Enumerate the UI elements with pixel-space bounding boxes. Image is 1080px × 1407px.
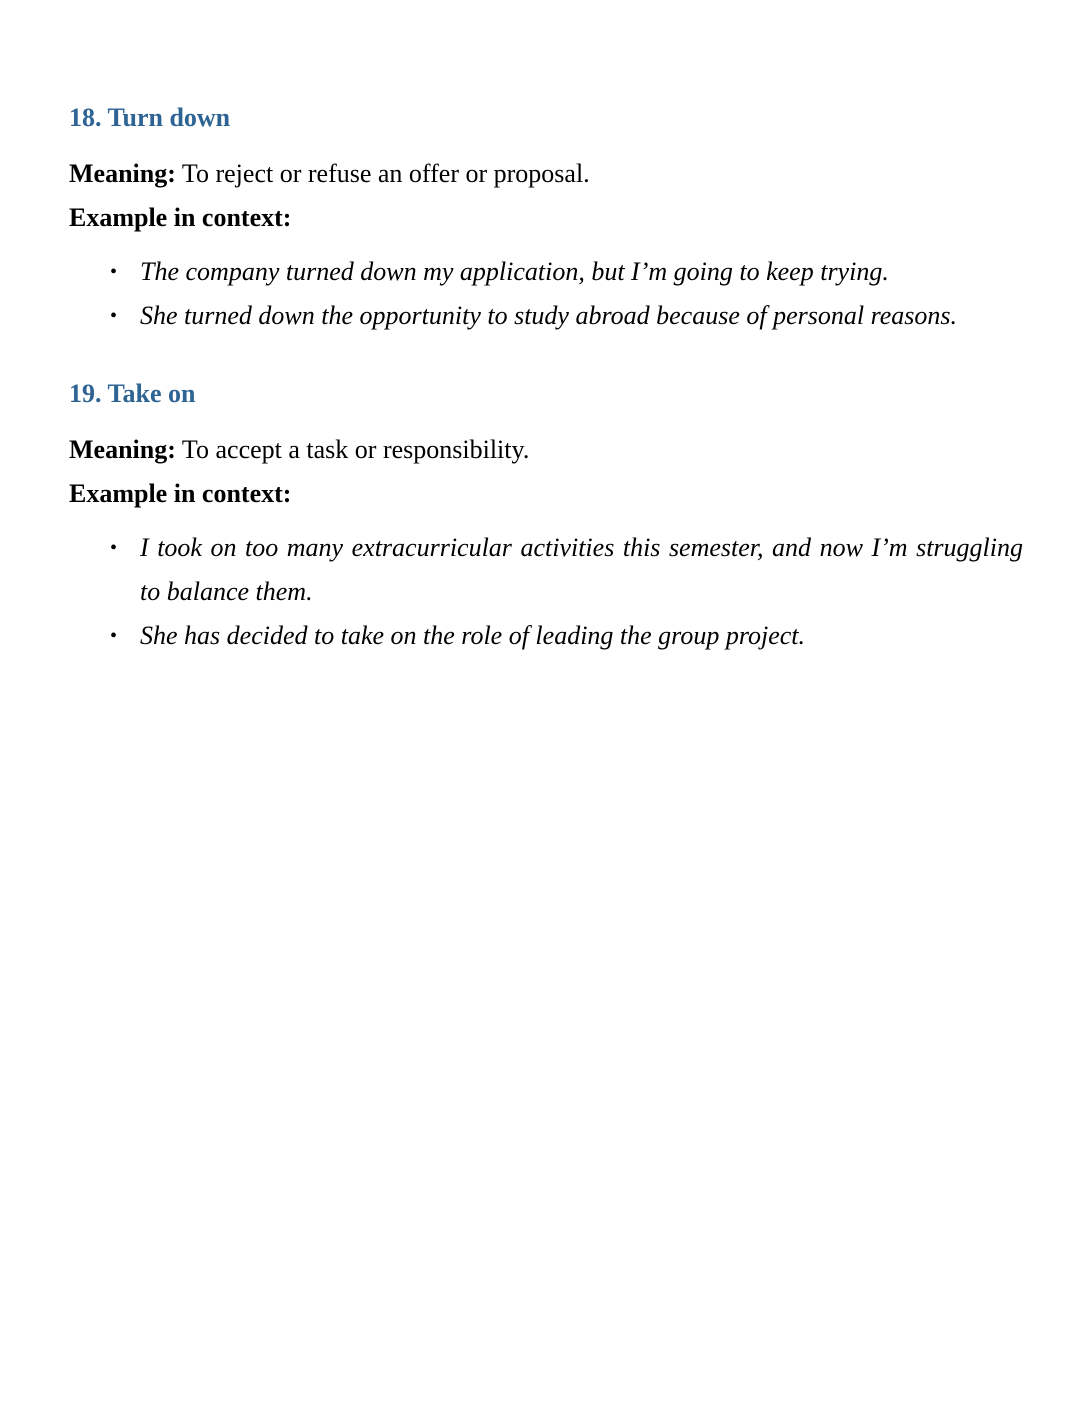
example-item: [69, 526, 1023, 614]
example-item: [69, 250, 1023, 294]
example-text: I took on too many extracurricular activities this semester, and now I’m struggling to balance them.: [140, 533, 1023, 606]
bullet-icon: •: [110, 305, 118, 327]
phrasal-verb-section-take-on: [69, 376, 1039, 658]
example-text: The company turned down my application, but I’m going to keep trying.: [140, 257, 889, 286]
bullet-icon: •: [110, 537, 118, 559]
bullet-icon: •: [110, 625, 118, 647]
meaning-text: To reject or refuse an offer or proposal.: [175, 159, 590, 188]
meaning-line: [69, 156, 1039, 192]
section-heading: 18. Turn down: [69, 103, 231, 132]
phrasal-verb-section-turn-down: [69, 100, 1039, 338]
example-list: [69, 526, 1039, 658]
example-label: Example in context:: [69, 479, 292, 508]
meaning-text: To accept a task or responsibility.: [175, 435, 530, 464]
section-heading: 19. Take on: [69, 379, 196, 408]
example-item: [69, 614, 1023, 658]
meaning-line: [69, 432, 1039, 468]
example-list: [69, 250, 1039, 338]
example-text: She turned down the opportunity to study abroad because of personal reasons.: [140, 301, 958, 330]
meaning-label: Meaning:: [69, 435, 176, 464]
example-text: She has decided to take on the role of leading the group project.: [140, 621, 806, 650]
example-item: [69, 294, 1023, 338]
example-label: Example in context:: [69, 203, 292, 232]
bullet-icon: •: [110, 261, 118, 283]
meaning-label: Meaning:: [69, 159, 176, 188]
